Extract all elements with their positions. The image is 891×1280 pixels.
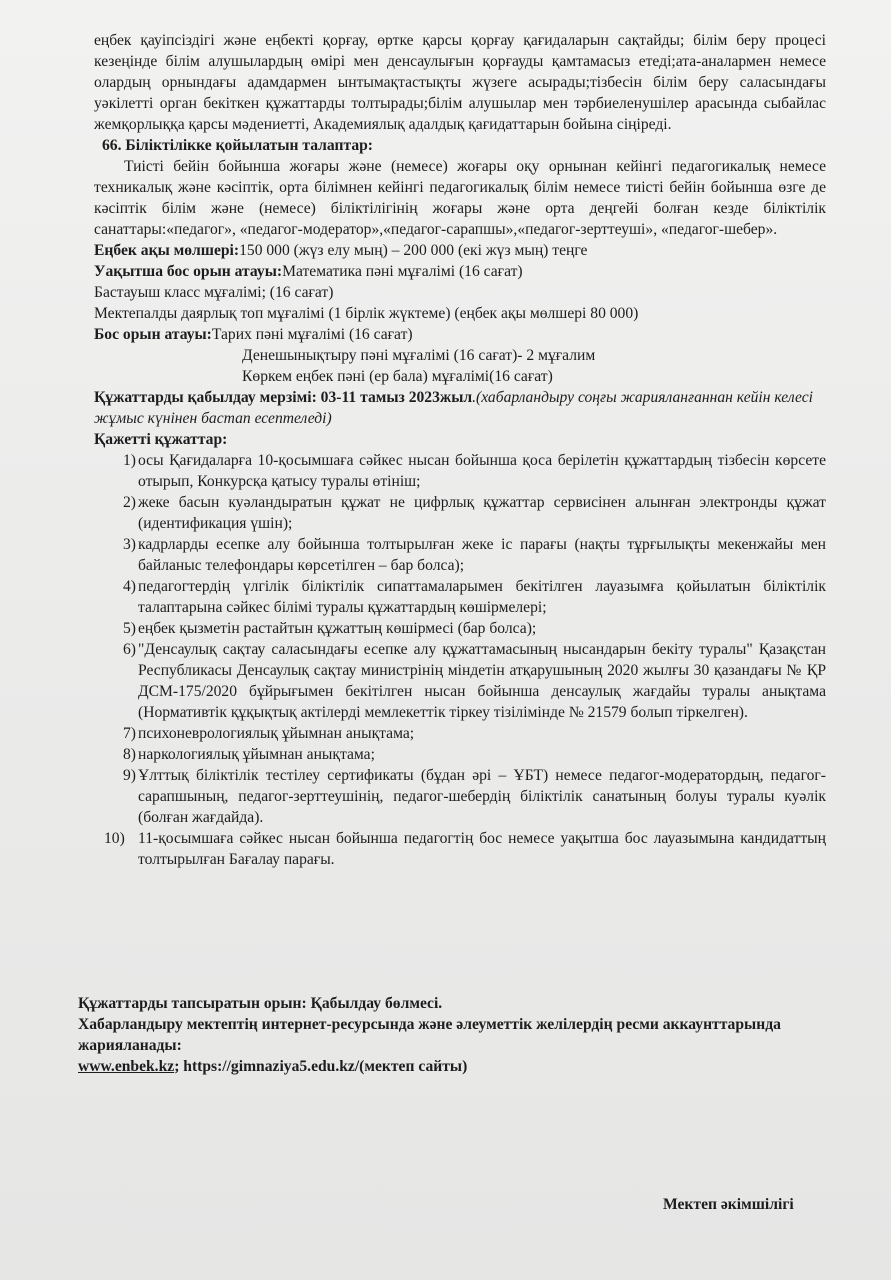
enbek-link[interactable]: www.enbek.kz <box>78 1058 175 1075</box>
list-item <box>94 492 826 534</box>
list-item-text: Ұлттық біліктілік тестілеу сертификаты (бұдан әрі – ҰБТ) немесе педагог-модератордың, педагог-сарапшының, педагог-зерттеушінің, педагог-шебердің біліктілік санатының болуы туралы куәлік (болған жағдайда). <box>138 767 826 826</box>
list-item-number: 5) <box>123 620 136 637</box>
school-site-link[interactable]: ; https://gimnaziya5.edu.kz/(мектеп сайты) <box>174 1058 468 1075</box>
list-item-text: наркологиялық ұйымнан анықтама; <box>138 746 375 763</box>
list-item-number: 4) <box>123 578 136 595</box>
list-item-number: 3) <box>123 536 136 553</box>
list-item-text: кадрларды есепке алу бойынша толтырылған жеке іс парағы (нақты тұрғылықты мекенжайы мен байланыс телефондары көрсетілген – бар болса); <box>138 536 826 574</box>
list-item-number: 1) <box>123 452 136 469</box>
list-item <box>94 534 826 576</box>
list-item-number: 9) <box>123 767 136 784</box>
list-item-text: осы Қағидаларға 10-қосымшаға сәйкес нысан бойынша қоса берілетін құжаттардың тізбесін көрсете отырып, Конкурсқа қатысу туралы өтініш; <box>138 452 826 490</box>
list-item-number: 6) <box>123 641 136 658</box>
vacancy-line-2: Денешынықтыру пәні мұғалімі (16 сағат)- 2 мұғалим <box>242 347 596 364</box>
list-item-text: еңбек қызметін растайтын құжаттың көшірмесі (бар болса); <box>138 620 537 637</box>
temp-vacancy-line-2: Бастауыш класс мұғалімі; (16 сағат) <box>94 284 334 301</box>
list-item-number: 2) <box>123 494 136 511</box>
list-item <box>94 723 826 744</box>
temp-vacancy-line <box>94 261 826 282</box>
vacancy-line-3: Көркем еңбек пәні (ер бала) мұғалімі(16 сағат) <box>242 368 553 385</box>
list-item-text: 11-қосымшаға сәйкес нысан бойынша педагогтің бос немесе уақытша бос лауазымына кандидаттың толтырылған Бағалау парағы. <box>138 830 826 868</box>
documents-heading: Қажетті құжаттар: <box>94 431 228 448</box>
qualifications-text: Тиісті бейін бойынша жоғары және (немесе) жоғары оқу орнынан кейінгі педагогикалық немесе техникалық және кәсіптік, орта білімнен кейінгі педагогикалық білім немесе тиісті бейін бойынша өзге де кәсіптік білім және (немесе) біліктілігінің жоғары және орта деңгейі болған кезде біліктілік санаттары:«педагог», «педагог-модератор»,«педагог-сарапшы»,«педагог-зерттеуші», «педагог-шебер». <box>94 158 826 238</box>
list-item-text: педагогтердің үлгілік біліктілік сипаттамаларымен бекітілген лауазымға қойылатын біліктілік талаптарына сәйкес білімі туралы құжаттардың көшірмелері; <box>138 578 826 616</box>
list-item-number: 7) <box>123 725 136 742</box>
salary-label: Еңбек ақы мөлшері: <box>94 242 240 259</box>
temp-vacancy-line-3: Мектепалды даярлық топ мұғалімі (1 бірлік жүктеме) (еңбек ақы мөлшері 80 000) <box>94 305 639 322</box>
announcement: Хабарландыру мектептің интернет-ресурсында және әлеуметтік желілердің ресми аккаунттарында жарияланады: <box>78 1016 781 1054</box>
deadline-label: Құжаттарды қабылдау мерзімі: 03-11 тамыз 2023жыл <box>94 389 473 406</box>
list-item-text: психоневрологиялық ұйымнан анықтама; <box>138 725 415 742</box>
salary-value: 150 000 (жүз елу мың) – 200 000 (екі жүз мың) теңге <box>239 242 588 259</box>
vacancy-label: Бос орын атауы: <box>94 326 212 343</box>
footer-block <box>78 993 818 1077</box>
vacancy-value: Тарих пәні мұғалімі (16 сағат) <box>211 326 413 343</box>
list-item-text: "Денсаулық сақтау саласындағы есепке алу құжаттамасының нысандарын бекіту туралы" Қазақстан Республикасы Денсаулық сақтау министрінің міндетін атқарушының 2020 жылғы 30 қазандағы № ҚР ДСМ-175/2020 бұйрығымен бекітілген нысан бойынша денсаулық жағдайы туралы анықтама (Нормативтік құқықтық актілерді мемлекеттік тіркеу тізілімінде № 21579 болып тіркелген). <box>138 641 826 721</box>
qualifications-heading: 66. Біліктілікке қойылатын талаптар: <box>102 137 373 154</box>
submit-place: Құжаттарды тапсыратын орын: Қабылдау бөлмесі. <box>78 995 443 1012</box>
list-item <box>94 765 826 828</box>
links-line <box>78 1056 818 1077</box>
list-item <box>94 576 826 618</box>
deadline-note: .(хабарландыру соңғы жарияланғаннан кейін келесі жұмыс күнінен бастап есептеледі) <box>94 389 813 427</box>
signature: Мектеп әкімшілігі <box>663 1196 794 1213</box>
list-item-text: жеке басын куәландыратын құжат не цифрлық құжаттар сервисінен алынған электронды құжат (идентификация үшін); <box>138 494 826 532</box>
list-item-number: 10) <box>104 830 125 847</box>
intro-paragraph: еңбек қауіпсіздігі және еңбекті қорғау, өртке қарсы қорғау қағидаларын сақтайды; білім беру процесі кезеңінде білім алушылардың өмірі мен денсаулығын қорғауды қамтамасыз етеді;ата-аналармен немесе олардың орнындағы адамдармен ынтымақтастықты жүзеге асырады;тізбесін білім беру саласындағы уәкілетті орган бекіткен құжаттарды толтырады;білім алушылар мен тәрбиеленушілер арасында сыбайлас жемқорлыққа қарсы мәдениетті, Академиялық адалдық қағидаттарын бойына сіңіреді. <box>94 32 826 133</box>
deadline-line <box>94 387 826 429</box>
temp-vacancy-value: Математика пәні мұғалімі (16 сағат) <box>282 263 523 280</box>
document-body <box>94 30 826 870</box>
documents-list <box>94 450 826 870</box>
list-item-number: 8) <box>123 746 136 763</box>
list-item <box>94 639 826 723</box>
list-item <box>94 828 826 870</box>
vacancy-line <box>94 324 826 345</box>
salary-line <box>94 240 826 261</box>
list-item <box>94 618 826 639</box>
temp-vacancy-label: Уақытша бос орын атауы: <box>94 263 283 280</box>
list-item <box>94 744 826 765</box>
list-item <box>94 450 826 492</box>
